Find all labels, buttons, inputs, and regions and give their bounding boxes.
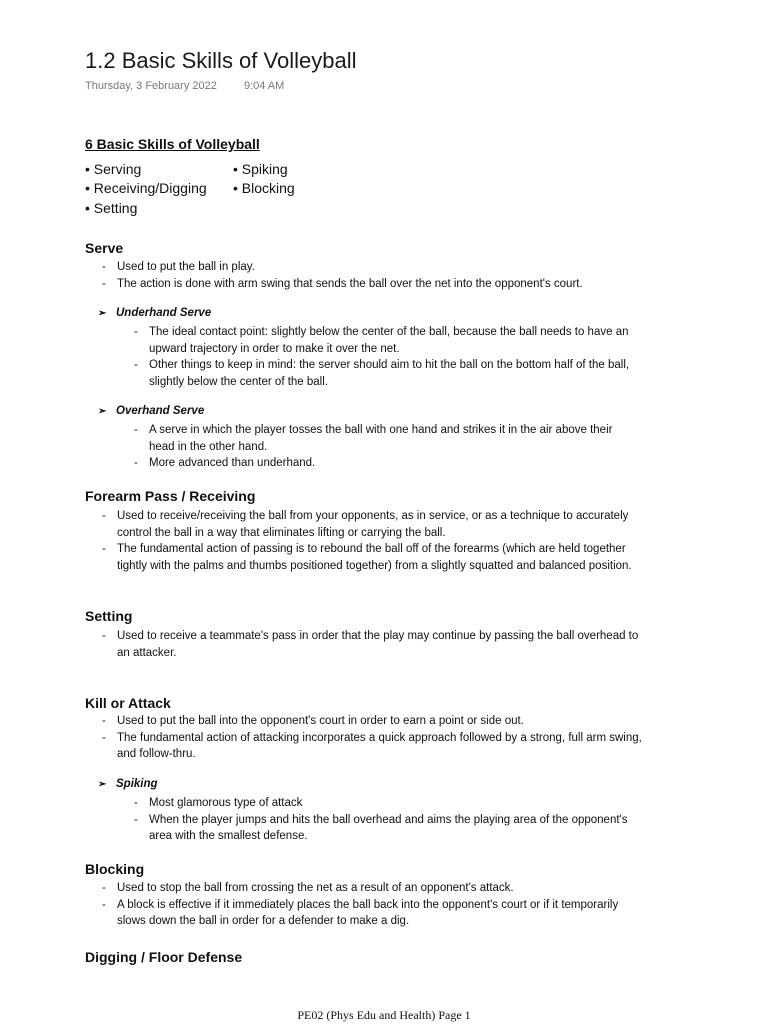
list-item: - A serve in which the player tosses the ball with one hand and strikes it in the air above their head in the other hand. xyxy=(134,422,639,455)
skill-item: • Spiking xyxy=(233,161,288,177)
list-item: - More advanced than underhand. xyxy=(134,455,639,472)
list-item: - Most glamorous type of attack xyxy=(134,795,639,812)
section-heading-blocking: Blocking xyxy=(85,861,145,877)
overhand-list xyxy=(134,422,639,472)
page-title[interactable]: 1.2 Basic Skills of Volleyball xyxy=(85,48,357,73)
skills-heading: 6 Basic Skills of Volleyball xyxy=(85,136,260,152)
date-line xyxy=(85,80,284,92)
serve-list xyxy=(102,259,642,292)
section-heading-setting: Setting xyxy=(85,608,133,624)
arrow-bullet-icon: ➢ xyxy=(98,308,107,319)
list-item: - Other things to keep in mind: the server should aim to hit the ball on the bottom half of the ball, slightly below the center of the ball. xyxy=(134,357,639,390)
kill-list xyxy=(102,713,642,763)
subheading-spiking: ➢ Spiking xyxy=(98,778,158,790)
list-item: - The fundamental action of attacking incorporates a quick approach followed by a strong, full arm swing, and follow-thru. xyxy=(102,730,642,763)
list-item: - The action is done with arm swing that sends the ball over the net into the opponent's court. xyxy=(102,276,642,293)
list-item: - Used to receive/receiving the ball from your opponents, as in service, or as a technique to accurately control the ball in a way that eliminates lifting or carrying the ball. xyxy=(102,508,642,541)
arrow-bullet-icon: ➢ xyxy=(98,406,107,417)
skill-item: • Setting xyxy=(85,200,138,216)
underhand-list xyxy=(134,324,639,390)
section-heading-kill-attack: Kill or Attack xyxy=(85,695,171,711)
blocking-list xyxy=(102,880,642,930)
arrow-bullet-icon: ➢ xyxy=(98,779,107,790)
list-item: - Used to receive a teammate's pass in order that the play may continue by passing the ball overhead to an attacker. xyxy=(102,628,642,661)
section-heading-serve: Serve xyxy=(85,240,124,256)
list-item: - A block is effective if it immediately places the ball back into the opponent's court or if it temporarily slows down the ball in order for a defender to make a dig. xyxy=(102,897,642,930)
page-footer: PE02 (Phys Edu and Health) Page 1 xyxy=(297,1008,471,1022)
skill-item: • Serving xyxy=(85,161,142,177)
section-heading-forearm-pass: Forearm Pass / Receiving xyxy=(85,488,256,504)
list-item: - When the player jumps and hits the ball overhead and aims the playing area of the opponent's area with the smallest defense. xyxy=(134,812,639,845)
list-item: - The ideal contact point: slightly below the center of the ball, because the ball needs to have an upward trajectory in order to make it over the net. xyxy=(134,324,639,357)
subheading-overhand-serve: ➢ Overhand Serve xyxy=(98,405,205,417)
list-item: - The fundamental action of passing is to rebound the ball off of the forearms (which are held together tightly with the palms and thumbs positioned together) from a slightly squatted and balanced position. xyxy=(102,541,642,574)
subheading-underhand-serve: ➢ Underhand Serve xyxy=(98,307,212,319)
list-item: - Used to stop the ball from crossing the net as a result of an opponent's attack. xyxy=(102,880,642,897)
spiking-list xyxy=(134,795,639,845)
skill-item: • Blocking xyxy=(233,180,295,196)
note-date: Thursday, 3 February 2022 xyxy=(85,80,217,92)
note-time: 9:04 AM xyxy=(243,80,285,92)
skill-item: • Receiving/Digging xyxy=(85,180,207,196)
list-item: - Used to put the ball in play. xyxy=(102,259,642,276)
section-heading-digging: Digging / Floor Defense xyxy=(85,949,243,965)
forearm-list xyxy=(102,508,642,574)
list-item: - Used to put the ball into the opponent's court in order to earn a point or side out. xyxy=(102,713,642,730)
setting-list xyxy=(102,628,642,661)
